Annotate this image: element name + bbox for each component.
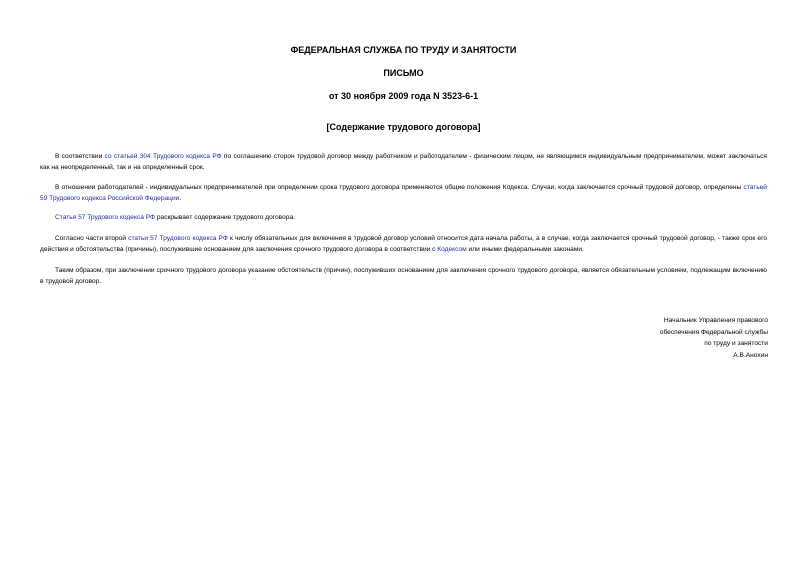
p1-text-1: В соответствии — [55, 153, 105, 160]
link-labor-code[interactable]: Кодексом — [437, 246, 467, 253]
link-article-304[interactable]: со статьей 304 Трудового кодекса РФ — [104, 153, 222, 160]
signature-position-line-3: по труду и занятости — [704, 340, 768, 347]
link-article-57[interactable]: Статья 57 Трудового кодекса РФ — [55, 214, 156, 221]
paragraph-4 — [40, 233, 767, 255]
p4-text-3: или иными федеральными законами. — [466, 246, 584, 253]
paragraph-5 — [40, 265, 767, 287]
p4-text-2: к числу обязательных для включения в трудовой договор условий относится дата начала работы, а в случае, когда заключается срочный трудовой договор, - также срок его действия и обстоятельства (причины), послужившие основанием для заключения срочного трудового договора в соответствии с — [40, 235, 767, 253]
paragraph-3 — [40, 212, 767, 223]
paragraph-2 — [40, 182, 767, 204]
agency-title: ФЕДЕРАЛЬНАЯ СЛУЖБА ПО ТРУДУ И ЗАНЯТОСТИ — [290, 45, 517, 55]
signature-position-line-2: обеспечения Федеральной службы — [659, 328, 768, 336]
document-subject: [Содержание трудового договора] — [326, 122, 481, 132]
p1-text-2: по соглашению сторон трудовой договор между работником и работодателем - физическим лицом, не являющимся индивидуальным предпринимателем, может заключаться как на неопределенный, так и на определенный срок. — [40, 153, 768, 171]
p4-text-1: Согласно части второй — [55, 235, 129, 242]
document-type: ПИСЬМО — [383, 68, 424, 78]
p5-text-1: Таким образом, при заключении срочного трудового договора указание обстоятельств (причин), послуживших основанием для заключения срочного трудового договора, является обязательным условием, подлежащим включению в трудовой договор. — [40, 267, 767, 285]
link-article-59[interactable]: статьей 59 Трудового кодекса Российской Федерации — [40, 184, 767, 202]
link-article-57-part-2[interactable]: статьи 57 Трудового кодекса РФ — [128, 235, 228, 242]
paragraph-1 — [40, 151, 767, 173]
p2-text-2: . — [179, 195, 182, 202]
p2-text-1: В отношении работодателей - индивидуальных предпринимателей при определении срока трудового договора применяются общие положения Кодекса. Случаи, когда заключается срочный трудовой договор, определены — [55, 184, 744, 191]
p3-text-1: раскрывает содержание трудового договора. — [155, 214, 295, 221]
signature-block — [568, 315, 768, 361]
document-date-number: от 30 ноября 2009 года N 3523-6-1 — [328, 91, 479, 101]
signature-position-line-1: Начальник Управления правового — [663, 317, 768, 324]
signatory-name: А.В.Анохин — [733, 351, 768, 359]
